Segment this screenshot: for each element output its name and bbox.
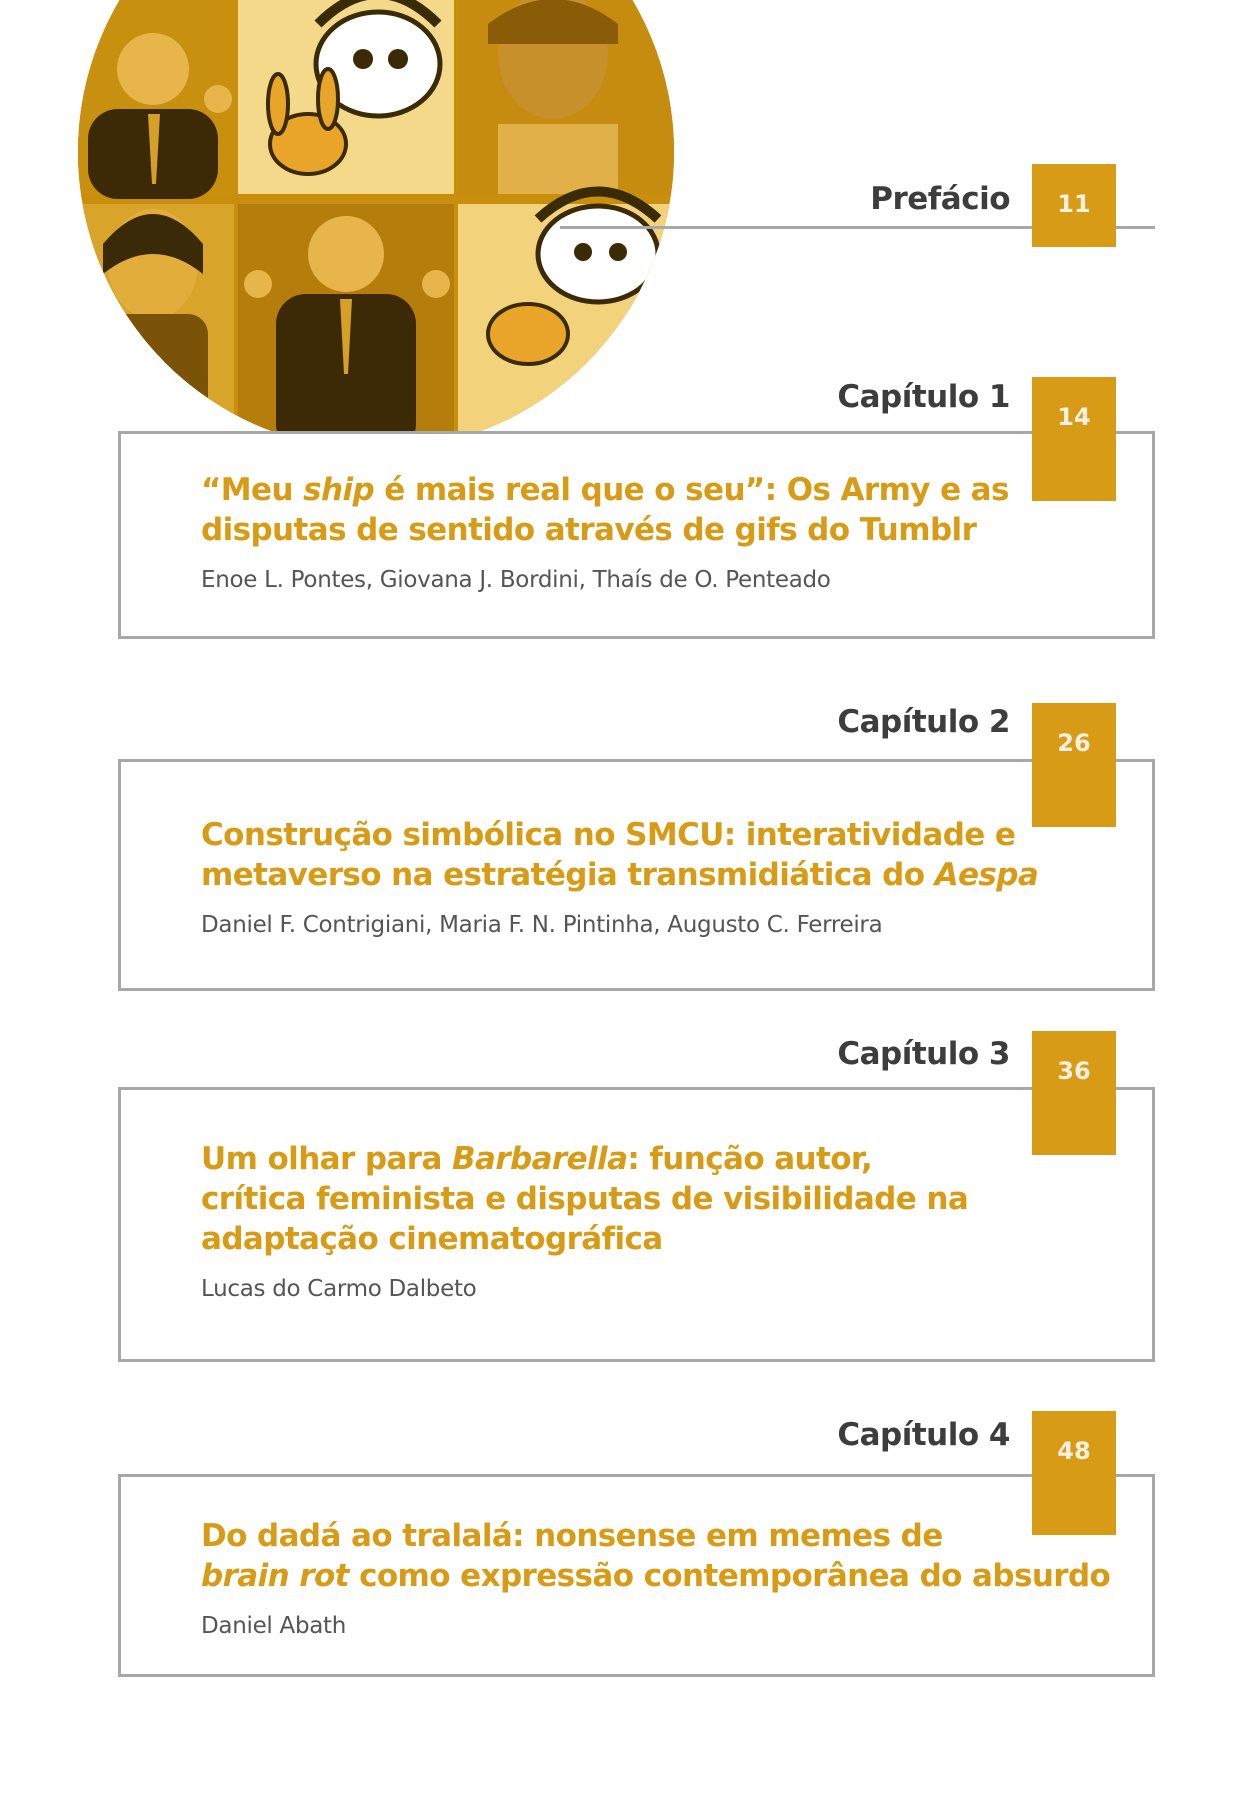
chapter-2-card[interactable] (118, 759, 1155, 991)
preface-label: Prefácio (870, 181, 1010, 217)
chapter-3-authors: Lucas do Carmo Dalbeto (201, 1276, 477, 1302)
chapter-3-card[interactable] (118, 1087, 1155, 1362)
chapter-3-label: Capítulo 3 (837, 1036, 1010, 1072)
chapter-4-card[interactable] (118, 1474, 1155, 1677)
chapter-4-label: Capítulo 4 (837, 1417, 1010, 1453)
chapter-4-title[interactable]: Do dadá ao tralalá: nonsense em memes de brain rot como expressão contemporânea do absurdo (201, 1518, 1111, 1594)
preface-page-number[interactable]: 11 (1032, 164, 1116, 247)
chapter-1-authors: Enoe L. Pontes, Giovana J. Bordini, Thaís de O. Penteado (201, 567, 831, 593)
chapter-1-title[interactable]: “Meu ship é mais real que o seu”: Os Army e as disputas de sentido através de gifs do Tumblr (201, 472, 1009, 548)
chapter-3-title[interactable]: Um olhar para Barbarella: função autor, crítica feminista e disputas de visibilidade na adaptação cinematográfica (201, 1141, 969, 1257)
chapter-1-page-number[interactable]: 14 (1032, 377, 1116, 501)
chapter-2-page-number[interactable]: 26 (1032, 703, 1116, 827)
chapter-2-authors: Daniel F. Contrigiani, Maria F. N. Pintinha, Augusto C. Ferreira (201, 912, 883, 938)
cover-collage-image (78, 0, 674, 450)
chapter-2-title[interactable]: Construção simbólica no SMCU: interatividade e metaverso na estratégia transmidiática do Aespa (201, 817, 1039, 893)
chapter-2-label: Capítulo 2 (837, 704, 1010, 740)
chapter-1-label: Capítulo 1 (837, 379, 1010, 415)
chapter-4-page-number[interactable]: 48 (1032, 1411, 1116, 1535)
chapter-4-authors: Daniel Abath (201, 1613, 347, 1639)
chapter-3-page-number[interactable]: 36 (1032, 1031, 1116, 1155)
chapter-1-card[interactable] (118, 431, 1155, 639)
